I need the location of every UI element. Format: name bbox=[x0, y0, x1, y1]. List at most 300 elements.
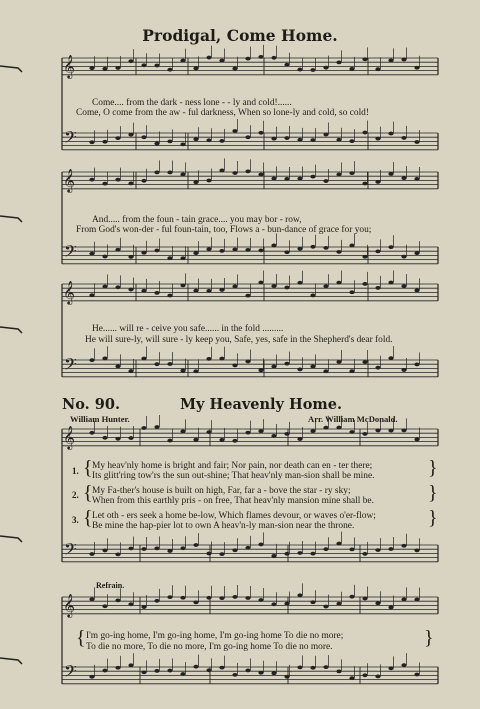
note-head bbox=[232, 595, 237, 599]
note-head bbox=[180, 256, 185, 260]
note-head bbox=[375, 137, 380, 141]
note-head bbox=[232, 171, 237, 175]
note-head bbox=[284, 602, 289, 606]
note-head bbox=[141, 179, 146, 183]
note-head bbox=[128, 663, 133, 667]
note-head bbox=[336, 542, 341, 546]
note-head bbox=[141, 357, 146, 361]
note-head bbox=[245, 596, 250, 600]
note-head bbox=[102, 604, 107, 608]
note-head bbox=[193, 438, 198, 442]
note-head bbox=[375, 601, 380, 605]
note-head bbox=[414, 140, 419, 144]
note-head bbox=[245, 248, 250, 252]
note-head bbox=[154, 599, 159, 603]
note-head bbox=[336, 138, 341, 142]
hymn-number: No. 90. bbox=[62, 396, 120, 413]
note-head bbox=[284, 136, 289, 140]
note-head bbox=[206, 552, 211, 556]
note-head bbox=[258, 55, 263, 59]
note-head bbox=[141, 289, 146, 293]
note-head bbox=[414, 598, 419, 602]
note-head bbox=[297, 368, 302, 372]
note-head bbox=[89, 140, 94, 144]
note-head bbox=[258, 249, 263, 253]
verse-brace-left: { bbox=[83, 457, 93, 479]
note-head bbox=[375, 429, 380, 433]
verse-line: My Fa-ther's house is built on high, Far, far a - bove the star - ry sky; bbox=[92, 486, 351, 496]
note-head bbox=[284, 177, 289, 181]
note-head bbox=[388, 429, 393, 433]
note-head bbox=[258, 281, 263, 285]
note-head bbox=[89, 431, 94, 435]
note-head bbox=[154, 425, 159, 429]
note-head bbox=[245, 169, 250, 173]
note-head bbox=[349, 244, 354, 248]
note-head bbox=[245, 360, 250, 364]
note-head bbox=[271, 365, 276, 369]
note-head bbox=[102, 669, 107, 673]
note-head bbox=[128, 547, 133, 551]
note-head bbox=[154, 64, 159, 68]
note-head bbox=[193, 369, 198, 373]
note-head bbox=[102, 255, 107, 259]
note-head bbox=[349, 290, 354, 294]
note-head bbox=[297, 551, 302, 555]
note-head bbox=[128, 59, 133, 63]
note-head bbox=[271, 244, 276, 248]
note-head bbox=[115, 552, 120, 556]
note-head bbox=[206, 289, 211, 293]
lyric-line: And..... from the foun - tain grace.... you may bor - row, bbox=[92, 215, 302, 225]
note-head bbox=[284, 362, 289, 366]
note-head bbox=[232, 248, 237, 252]
note-head bbox=[336, 360, 341, 364]
note-head bbox=[245, 546, 250, 550]
note-head bbox=[297, 593, 302, 597]
note-head bbox=[310, 245, 315, 249]
note-head bbox=[232, 548, 237, 552]
note-head bbox=[271, 554, 276, 558]
note-head bbox=[141, 63, 146, 67]
note-head bbox=[362, 57, 367, 61]
note-head bbox=[141, 605, 146, 609]
verse-line: Its glitt'ring tow'rs the sun out-shine; That heav'nly man-sion shall be mine. bbox=[92, 471, 375, 481]
margin-mark bbox=[0, 327, 22, 333]
note-head bbox=[323, 426, 328, 430]
note-head bbox=[245, 669, 250, 673]
note-head bbox=[336, 250, 341, 254]
note-head bbox=[310, 138, 315, 142]
note-head bbox=[388, 132, 393, 136]
lyric-line: Come, O come from the aw - ful darkness, When so lone-ly and cold, so cold! bbox=[76, 108, 369, 118]
clef-icon: 𝄞 bbox=[63, 280, 75, 304]
note-head bbox=[401, 368, 406, 372]
note-head bbox=[102, 67, 107, 71]
note-head bbox=[128, 182, 133, 186]
note-head bbox=[206, 138, 211, 142]
note-head bbox=[414, 548, 419, 552]
note-head bbox=[323, 66, 328, 70]
note-head bbox=[115, 136, 120, 140]
note-head bbox=[401, 544, 406, 548]
note-head bbox=[206, 179, 211, 183]
note-head bbox=[258, 671, 263, 675]
note-head bbox=[128, 369, 133, 373]
note-head bbox=[401, 255, 406, 259]
note-head bbox=[388, 356, 393, 360]
note-head bbox=[167, 171, 172, 175]
note-head bbox=[323, 665, 328, 669]
note-head bbox=[388, 281, 393, 285]
note-head bbox=[102, 356, 107, 360]
note-head bbox=[102, 285, 107, 289]
note-head bbox=[349, 676, 354, 680]
note-head bbox=[362, 131, 367, 135]
note-head bbox=[323, 605, 328, 609]
note-head bbox=[193, 665, 198, 669]
note-head bbox=[245, 135, 250, 139]
margin-mark bbox=[0, 536, 22, 542]
verse-line: Be mine the hap-pier lot to own A heav'n-ly man-sion near the throne. bbox=[92, 521, 355, 531]
note-head bbox=[232, 285, 237, 289]
verse-brace-right: } bbox=[428, 482, 438, 504]
note-head bbox=[115, 248, 120, 252]
note-head bbox=[362, 255, 367, 259]
note-head bbox=[115, 285, 120, 289]
verse-number: 2. bbox=[72, 490, 79, 500]
clef-icon: 𝄞 bbox=[63, 54, 75, 78]
note-head bbox=[362, 282, 367, 286]
note-head bbox=[414, 66, 419, 70]
note-head bbox=[219, 59, 224, 63]
note-head bbox=[271, 177, 276, 181]
note-head bbox=[89, 358, 94, 362]
note-head bbox=[349, 595, 354, 599]
verse-line: My heav'nly home is bright and fair; Nor pain, nor death can en - ter there; bbox=[92, 461, 373, 471]
margin-mark bbox=[0, 658, 22, 664]
note-head bbox=[219, 552, 224, 556]
note-head bbox=[102, 549, 107, 553]
note-head bbox=[401, 284, 406, 288]
clef-icon: 𝄢 bbox=[64, 661, 77, 685]
note-head bbox=[89, 597, 94, 601]
note-head bbox=[154, 170, 159, 174]
note-head bbox=[193, 180, 198, 184]
refrain-brace-right: } bbox=[424, 627, 434, 649]
note-head bbox=[349, 369, 354, 373]
note-head bbox=[258, 173, 263, 177]
note-head bbox=[232, 364, 237, 368]
note-head bbox=[297, 281, 302, 285]
note-head bbox=[115, 437, 120, 441]
verse-brace-left: { bbox=[83, 482, 93, 504]
note-head bbox=[180, 430, 185, 434]
note-head bbox=[245, 294, 250, 298]
note-head bbox=[349, 430, 354, 434]
refrain-line: I'm go-ing home, I'm go-ing home, I'm go-ing home To die no more; bbox=[86, 631, 344, 641]
note-head bbox=[336, 281, 341, 285]
lyric-line: He...... will re - ceive you safe...... in the fold ......... bbox=[92, 324, 284, 334]
refrain-line: To die no more, To die no more, I'm go-ing home To die no more. bbox=[86, 642, 333, 652]
note-head bbox=[115, 598, 120, 602]
arranger-credit: Arr. William McDonald. bbox=[308, 414, 398, 424]
note-head bbox=[323, 369, 328, 373]
note-head bbox=[180, 672, 185, 676]
note-head bbox=[336, 602, 341, 606]
note-head bbox=[297, 437, 302, 441]
note-head bbox=[102, 182, 107, 186]
note-head bbox=[115, 365, 120, 369]
note-head bbox=[154, 362, 159, 366]
note-head bbox=[336, 173, 341, 177]
note-head bbox=[206, 247, 211, 251]
note-head bbox=[167, 139, 172, 143]
note-head bbox=[193, 289, 198, 293]
note-head bbox=[89, 675, 94, 679]
note-head bbox=[258, 368, 263, 372]
note-head bbox=[167, 68, 172, 72]
note-head bbox=[180, 142, 185, 146]
note-head bbox=[375, 286, 380, 290]
note-head bbox=[115, 66, 120, 70]
note-head bbox=[102, 436, 107, 440]
note-head bbox=[219, 596, 224, 600]
note-head bbox=[232, 439, 237, 443]
margin-mark bbox=[0, 216, 22, 222]
note-head bbox=[258, 131, 263, 135]
note-head bbox=[362, 673, 367, 677]
note-head bbox=[297, 177, 302, 181]
note-head bbox=[375, 67, 380, 71]
refrain-brace-left: { bbox=[76, 627, 86, 649]
note-head bbox=[154, 142, 159, 146]
note-head bbox=[349, 139, 354, 143]
lyric-line: From God's won-der - ful foun-tain, too, Flows a - bun-dance of grace for you; bbox=[76, 225, 372, 235]
hymn-title: My Heavenly Home. bbox=[180, 396, 343, 413]
note-head bbox=[388, 58, 393, 62]
note-head bbox=[167, 294, 172, 298]
note-head bbox=[193, 251, 198, 255]
note-head bbox=[167, 595, 172, 599]
note-head bbox=[388, 547, 393, 551]
note-head bbox=[388, 172, 393, 176]
note-head bbox=[401, 598, 406, 602]
note-head bbox=[193, 543, 198, 547]
note-head bbox=[271, 671, 276, 675]
note-head bbox=[89, 552, 94, 556]
note-head bbox=[232, 673, 237, 677]
note-head bbox=[89, 293, 94, 297]
note-head bbox=[154, 669, 159, 673]
note-head bbox=[297, 247, 302, 251]
note-head bbox=[349, 171, 354, 175]
verse-brace-right: } bbox=[428, 457, 438, 479]
note-head bbox=[414, 288, 419, 292]
note-head bbox=[219, 357, 224, 361]
note-head bbox=[414, 177, 419, 181]
margin-mark bbox=[0, 66, 22, 72]
note-head bbox=[219, 666, 224, 670]
note-head bbox=[167, 669, 172, 673]
note-head bbox=[128, 602, 133, 606]
note-head bbox=[89, 66, 94, 70]
note-head bbox=[284, 286, 289, 290]
note-head bbox=[375, 675, 380, 679]
note-head bbox=[362, 552, 367, 556]
note-head bbox=[362, 182, 367, 186]
note-head bbox=[284, 250, 289, 254]
note-head bbox=[271, 56, 276, 60]
note-head bbox=[258, 429, 263, 433]
note-head bbox=[323, 246, 328, 250]
refrain-label: Refrain. bbox=[96, 581, 125, 590]
note-head bbox=[297, 666, 302, 670]
note-head bbox=[115, 178, 120, 182]
note-head bbox=[89, 178, 94, 182]
note-head bbox=[414, 363, 419, 367]
verse-number: 3. bbox=[72, 515, 79, 525]
note-head bbox=[375, 249, 380, 253]
clef-icon: 𝄞 bbox=[63, 593, 75, 617]
note-head bbox=[414, 438, 419, 442]
clef-icon: 𝄢 bbox=[64, 539, 77, 563]
note-head bbox=[115, 666, 120, 670]
note-head bbox=[128, 288, 133, 292]
note-head bbox=[349, 67, 354, 71]
note-head bbox=[219, 169, 224, 173]
note-head bbox=[141, 670, 146, 674]
note-head bbox=[102, 140, 107, 144]
lyric-line: He will sure-ly, will sure - ly keep you, Safe, yes, safe in the Shepherd's dear fold. bbox=[85, 335, 393, 345]
note-head bbox=[154, 291, 159, 295]
note-head bbox=[284, 63, 289, 67]
note-head bbox=[336, 426, 341, 430]
note-head bbox=[193, 137, 198, 141]
note-head bbox=[180, 546, 185, 550]
note-head bbox=[219, 139, 224, 143]
note-head bbox=[388, 666, 393, 670]
note-head bbox=[323, 179, 328, 183]
note-head bbox=[297, 138, 302, 142]
note-head bbox=[323, 133, 328, 137]
note-head bbox=[206, 596, 211, 600]
note-head bbox=[206, 430, 211, 434]
verse-number: 1. bbox=[72, 466, 79, 476]
note-head bbox=[310, 365, 315, 369]
note-head bbox=[401, 663, 406, 667]
note-head bbox=[310, 294, 315, 298]
verse-brace-right: } bbox=[428, 507, 438, 529]
note-head bbox=[128, 255, 133, 259]
note-head bbox=[219, 249, 224, 253]
note-head bbox=[271, 434, 276, 438]
note-head bbox=[349, 547, 354, 551]
note-head bbox=[414, 673, 419, 677]
note-head bbox=[206, 668, 211, 672]
note-head bbox=[310, 600, 315, 604]
note-head bbox=[167, 549, 172, 553]
note-head bbox=[245, 431, 250, 435]
note-head bbox=[323, 547, 328, 551]
verse-line: Let oth - ers seek a home be-low, Which flames devour, or waves o'er-flow; bbox=[92, 511, 376, 521]
note-head bbox=[180, 59, 185, 63]
note-head bbox=[180, 596, 185, 600]
note-head bbox=[401, 136, 406, 140]
note-head bbox=[310, 552, 315, 556]
note-head bbox=[375, 366, 380, 370]
note-head bbox=[414, 251, 419, 255]
note-head bbox=[141, 251, 146, 255]
note-head bbox=[336, 669, 341, 673]
clef-icon: 𝄢 bbox=[64, 127, 77, 151]
note-head bbox=[232, 67, 237, 71]
lyric-line: Come.... from the dark - ness lone - - ly and cold!...... bbox=[92, 98, 292, 108]
note-head bbox=[180, 369, 185, 373]
author-credit: William Hunter. bbox=[70, 414, 130, 424]
note-head bbox=[271, 284, 276, 288]
note-head bbox=[310, 429, 315, 433]
note-head bbox=[310, 68, 315, 72]
note-head bbox=[362, 597, 367, 601]
note-head bbox=[128, 436, 133, 440]
note-head bbox=[167, 439, 172, 443]
note-head bbox=[362, 432, 367, 436]
verse-line: When from this earthly pris - on free, That heav'nly mansion mine shall be. bbox=[92, 496, 374, 506]
note-head bbox=[245, 57, 250, 61]
note-head bbox=[297, 68, 302, 72]
note-head bbox=[141, 135, 146, 139]
note-head bbox=[336, 61, 341, 65]
note-head bbox=[362, 360, 367, 364]
note-head bbox=[206, 56, 211, 60]
note-head bbox=[284, 432, 289, 436]
note-head bbox=[154, 249, 159, 253]
hymn-title: Prodigal, Come Home. bbox=[142, 26, 338, 45]
note-head bbox=[375, 180, 380, 184]
note-head bbox=[128, 133, 133, 137]
note-head bbox=[388, 245, 393, 249]
note-head bbox=[310, 175, 315, 179]
note-head bbox=[271, 602, 276, 606]
note-head bbox=[89, 252, 94, 256]
note-head bbox=[258, 598, 263, 602]
note-head bbox=[180, 283, 185, 287]
clef-icon: 𝄢 bbox=[64, 354, 77, 378]
clef-icon: 𝄞 bbox=[63, 168, 75, 192]
note-head bbox=[141, 426, 146, 430]
note-head bbox=[271, 137, 276, 141]
note-head bbox=[167, 362, 172, 366]
note-head bbox=[401, 176, 406, 180]
note-head bbox=[219, 438, 224, 442]
note-head bbox=[219, 288, 224, 292]
note-head bbox=[206, 357, 211, 361]
note-head bbox=[154, 546, 159, 550]
note-head bbox=[284, 675, 289, 679]
note-head bbox=[375, 548, 380, 552]
note-head bbox=[401, 58, 406, 62]
note-head bbox=[323, 284, 328, 288]
note-head bbox=[180, 173, 185, 177]
verse-brace-left: { bbox=[83, 507, 93, 529]
note-head bbox=[284, 552, 289, 556]
note-head bbox=[310, 666, 315, 670]
note-head bbox=[167, 256, 172, 260]
clef-icon: 𝄢 bbox=[64, 241, 77, 265]
note-head bbox=[193, 601, 198, 605]
clef-icon: 𝄞 bbox=[63, 425, 75, 449]
